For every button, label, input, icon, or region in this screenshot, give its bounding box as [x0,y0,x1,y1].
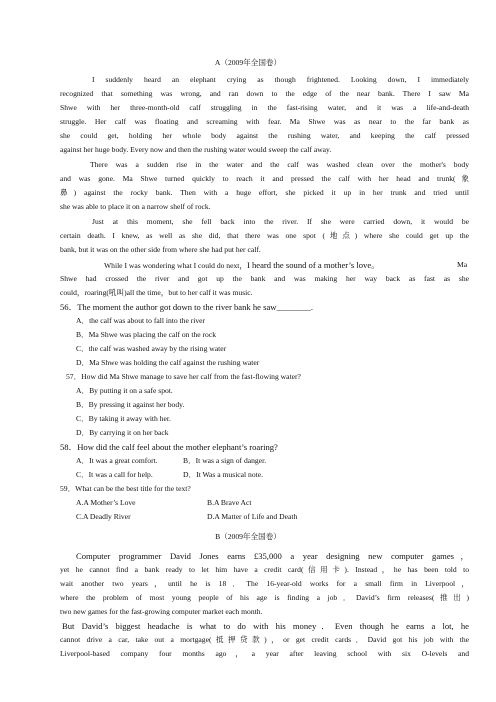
answer-option: A．the calf was about to fall into the river [76,316,206,325]
passage-line: and was gone. Ma Shwe turned quickly to reach it and pressed the calf with her head and trunk(象 [60,174,469,183]
passage-line: two new games for the fast-growing computer market each month. [60,607,263,616]
question-stem: 59．What can be the best title for the text? [60,484,191,493]
passage-line: she was able to place it on a narrow shelf of rock. [60,202,211,211]
answer-option: B．It was a sign of danger. [183,456,267,465]
passage-line: cannot drive a car, take out a mortgage(抵押贷款)，or get credit cards．David got his job with the [60,635,469,644]
passage-line: Shwe had crossed the river and got up the bank and was making her way back as fast as she [60,274,469,283]
section-a-heading: A（2009年全国卷） [214,58,282,67]
passage-line: Liverpool-based company four months ago，a year after leaving school with six O-levels and [60,649,469,658]
answer-option: C.A Deadly River [76,512,131,521]
passage-text: Ma [457,260,468,269]
passage-line: I suddenly heard an elephant crying as though frightened. Looking down, I immediately [92,75,469,84]
passage-line: could，roaring(吼叫)all the time，but to her calf it was music. [60,288,253,297]
passage-line: where the problem of most young people of his age is finding a job．David’s firm releases(推出) [60,593,469,602]
answer-option: D．Ma Shwe was holding the calf against the rushing water [76,358,260,367]
answer-option: C．By taking it away with her. [76,414,171,423]
answer-option: B.A Brave Act [207,498,252,507]
passage-line: There was a sudden rise in the water and the calf was washed clean over the mother's body [90,160,469,169]
passage-line: against her huge body. Every now and then the rushing water would sweep the calf away. [60,145,332,154]
answer-option: B．Ma Shwe was placing the calf on the rock [76,330,217,339]
answer-option: A．It was a great comfort. [76,456,158,465]
passage-line: 鼻) against the rocky bank. Then with a huge effort, she picked it up in her trunk and tried until [60,188,469,197]
passage-line: recognized that something was wrong, and ran down to the edge of the near bank. There I saw Ma [60,89,469,98]
passage-line: Just at this moment, she fell back into the river. If she were carried down, it would be [92,217,469,226]
answer-option: B．By pressing it against her body. [76,400,185,409]
passage-line: struggle. Her calf was floating and screaming with fear. Ma Shwe was as near to the far bank as [60,117,469,126]
passage-line: Computer programmer David Jones earns £35,000 a year designing new computer games， [76,551,469,561]
passage-line: certain death. I knew, as well as she did, that there was one spot (地点) where she could get up the [60,231,469,240]
passage-text: While I was wondering what I could do next， [104,261,247,270]
answer-option: D．By carrying it on her back [76,428,169,437]
passage-text-large: I heard the sound of a mother’s love。 [246,260,380,270]
answer-option: D．It Was a musical note. [183,470,264,479]
question-stem: 56．The moment the author got down to the river bank he saw________. [60,302,313,312]
passage-line: bank, but it was on the other side from where she had put her calf. [60,245,261,254]
passage-line: she could get, holding her whole body against the rushing water, and keeping the calf pressed [60,131,469,140]
answer-option: A.A Mother’s Love [76,498,136,507]
passage-line: wait another two years，until he is 18．The 16-year-old works for a small firm in Liverpool， [60,579,469,588]
question-stem: 58．How did the calf feel about the mother elephant’s roaring? [60,442,278,452]
question-stem: 57．How did Ma Shwe manage to save her calf from the fast-flowing water? [66,372,301,381]
answer-option: C．the calf was washed away by the rising water [76,344,227,353]
passage-line: yet he cannot find a bank ready to let him have a credit card(信用卡). Instead，he has been told to [60,565,469,574]
section-b-heading: B（2009年全国卷） [215,532,281,541]
passage-line [104,260,380,271]
passage-line: Shwe with her three-month-old calf struggling in the fast-rising water, and it was a life-and-death [60,103,469,112]
passage-line: But David’s biggest headache is what to do with his money．Even though he earns a lot, he [62,621,469,631]
answer-option: C．It was a call for help. [76,470,153,479]
answer-option: A．By putting it on a safe spot. [76,386,173,395]
answer-option: D.A Matter of Life and Death [207,512,298,521]
